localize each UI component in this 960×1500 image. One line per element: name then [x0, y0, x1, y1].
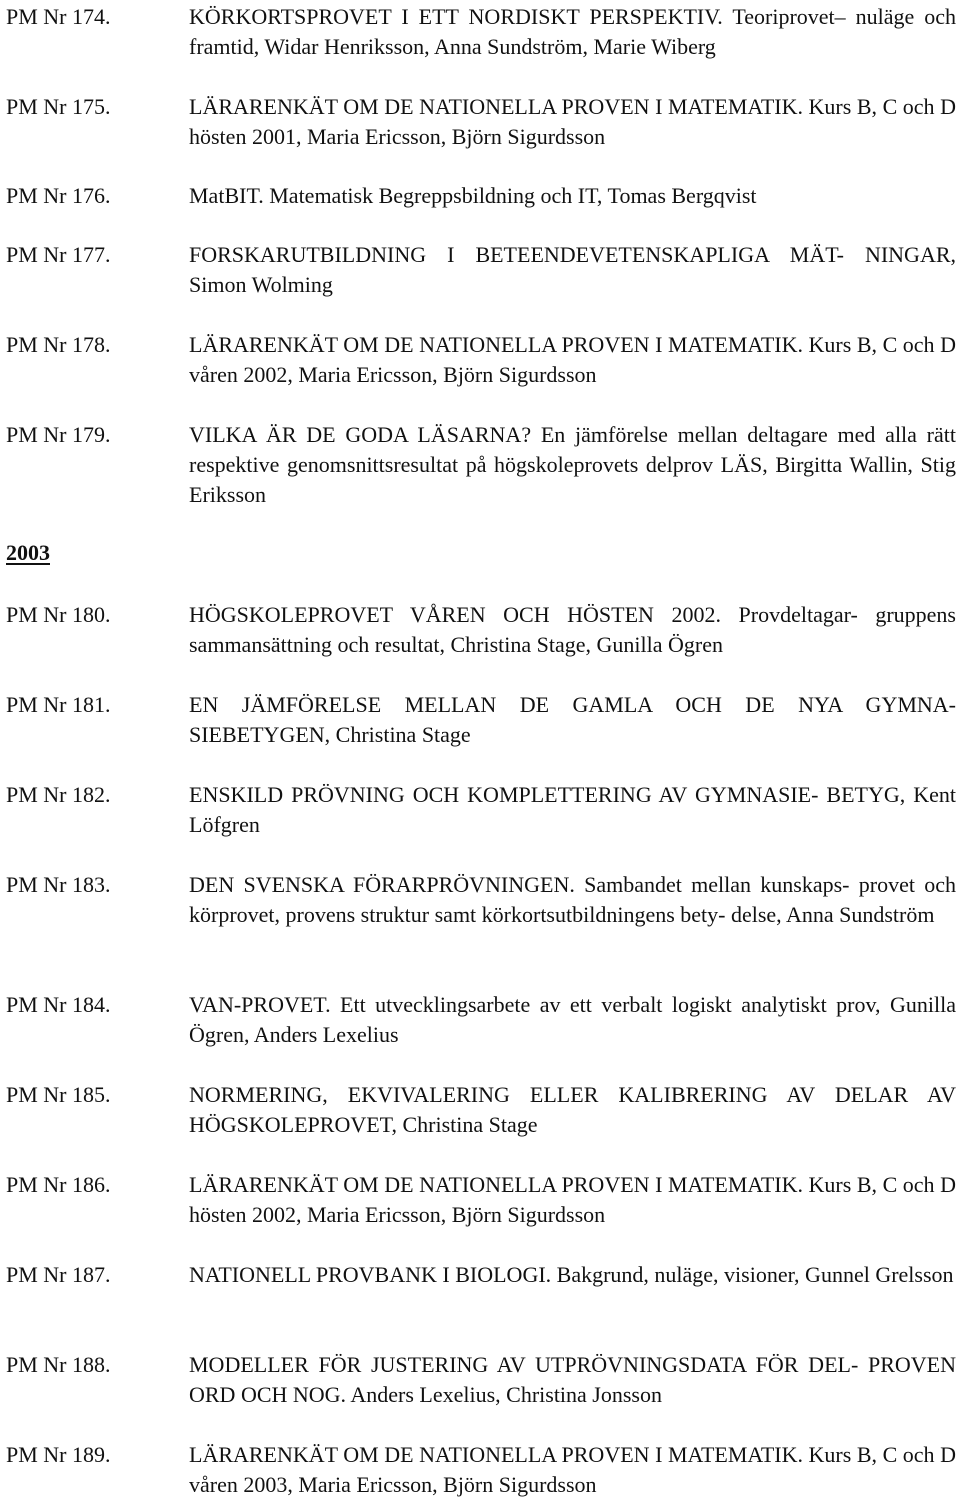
publication-title: LÄRARENKÄT OM DE NATIONELLA PROVEN I MATEMATIK. Kurs B, C och D våren 2003, Maria Ericsson, Björn Sigurdsson	[189, 1442, 956, 1497]
publication-title: NATIONELL PROVBANK I BIOLOGI. Bakgrund, nuläge, visioner, Gunnel Grelsson	[189, 1262, 954, 1287]
publication-number: PM Nr 184.	[6, 992, 111, 1017]
publication-title: KÖRKORTSPROVET I ETT NORDISKT PERSPEKTIV. Teoriprovet– nuläge och framtid, Widar Henriksson, Anna Sundström, Marie Wiberg	[189, 4, 956, 59]
publication-number: PM Nr 186.	[6, 1172, 111, 1197]
publication-number: PM Nr 177.	[6, 242, 111, 267]
publication-number: PM Nr 185.	[6, 1082, 111, 1107]
publication-number: PM Nr 181.	[6, 692, 111, 717]
publication-number: PM Nr 175.	[6, 94, 111, 119]
publication-number: PM Nr 180.	[6, 602, 111, 627]
publication-title: NORMERING, EKVIVALERING ELLER KALIBRERING AV DELAR AV HÖGSKOLEPROVET, Christina Stage	[189, 1082, 956, 1137]
publication-number: PM Nr 189.	[6, 1442, 111, 1467]
publication-title: EN JÄMFÖRELSE MELLAN DE GAMLA OCH DE NYA GYMNA- SIEBETYGEN, Christina Stage	[189, 692, 956, 747]
publication-title: DEN SVENSKA FÖRARPRÖVNINGEN. Sambandet mellan kunskaps- provet och körprovet, provens struktur samt körkortsutbildningens bety- delse, Anna Sundström	[189, 872, 956, 927]
publication-number: PM Nr 182.	[6, 782, 111, 807]
publication-title: LÄRARENKÄT OM DE NATIONELLA PROVEN I MATEMATIK. Kurs B, C och D våren 2002, Maria Ericsson, Björn Sigurdsson	[189, 332, 956, 387]
publication-title: VILKA ÄR DE GODA LÄSARNA? En jämförelse mellan deltagare med alla rätt respektive genomsnittsresultat på högskoleprovets delprov LÄS, Birgitta Wallin, Stig Eriksson	[189, 422, 956, 507]
publication-number: PM Nr 183.	[6, 872, 111, 897]
publication-title: HÖGSKOLEPROVET VÅREN OCH HÖSTEN 2002. Provdeltagar- gruppens sammansättning och resultat, Christina Stage, Gunilla Ögren	[189, 602, 956, 657]
publication-number: PM Nr 178.	[6, 332, 111, 357]
publication-number: PM Nr 179.	[6, 422, 111, 447]
year-heading: 2003	[6, 540, 50, 565]
publication-number: PM Nr 188.	[6, 1352, 111, 1377]
publication-title: LÄRARENKÄT OM DE NATIONELLA PROVEN I MATEMATIK. Kurs B, C och D hösten 2001, Maria Ericsson, Björn Sigurdsson	[189, 94, 956, 149]
publication-title: ENSKILD PRÖVNING OCH KOMPLETTERING AV GYMNASIE- BETYG, Kent Löfgren	[189, 782, 956, 837]
publication-title: LÄRARENKÄT OM DE NATIONELLA PROVEN I MATEMATIK. Kurs B, C och D hösten 2002, Maria Ericsson, Björn Sigurdsson	[189, 1172, 956, 1227]
publication-number: PM Nr 187.	[6, 1262, 111, 1287]
publication-title: VAN-PROVET. Ett utvecklingsarbete av ett verbalt logiskt analytiskt prov, Gunilla Ögren, Anders Lexelius	[189, 992, 956, 1047]
publication-title: FORSKARUTBILDNING I BETEENDEVETENSKAPLIGA MÄT- NINGAR, Simon Wolming	[189, 242, 956, 297]
publication-number: PM Nr 176.	[6, 183, 111, 208]
publication-number: PM Nr 174.	[6, 4, 111, 29]
publication-title: MODELLER FÖR JUSTERING AV UTPRÖVNINGSDATA FÖR DEL- PROVEN ORD OCH NOG. Anders Lexelius, Christina Jonsson	[189, 1352, 956, 1407]
publication-title: MatBIT. Matematisk Begreppsbildning och IT, Tomas Bergqvist	[189, 183, 757, 208]
